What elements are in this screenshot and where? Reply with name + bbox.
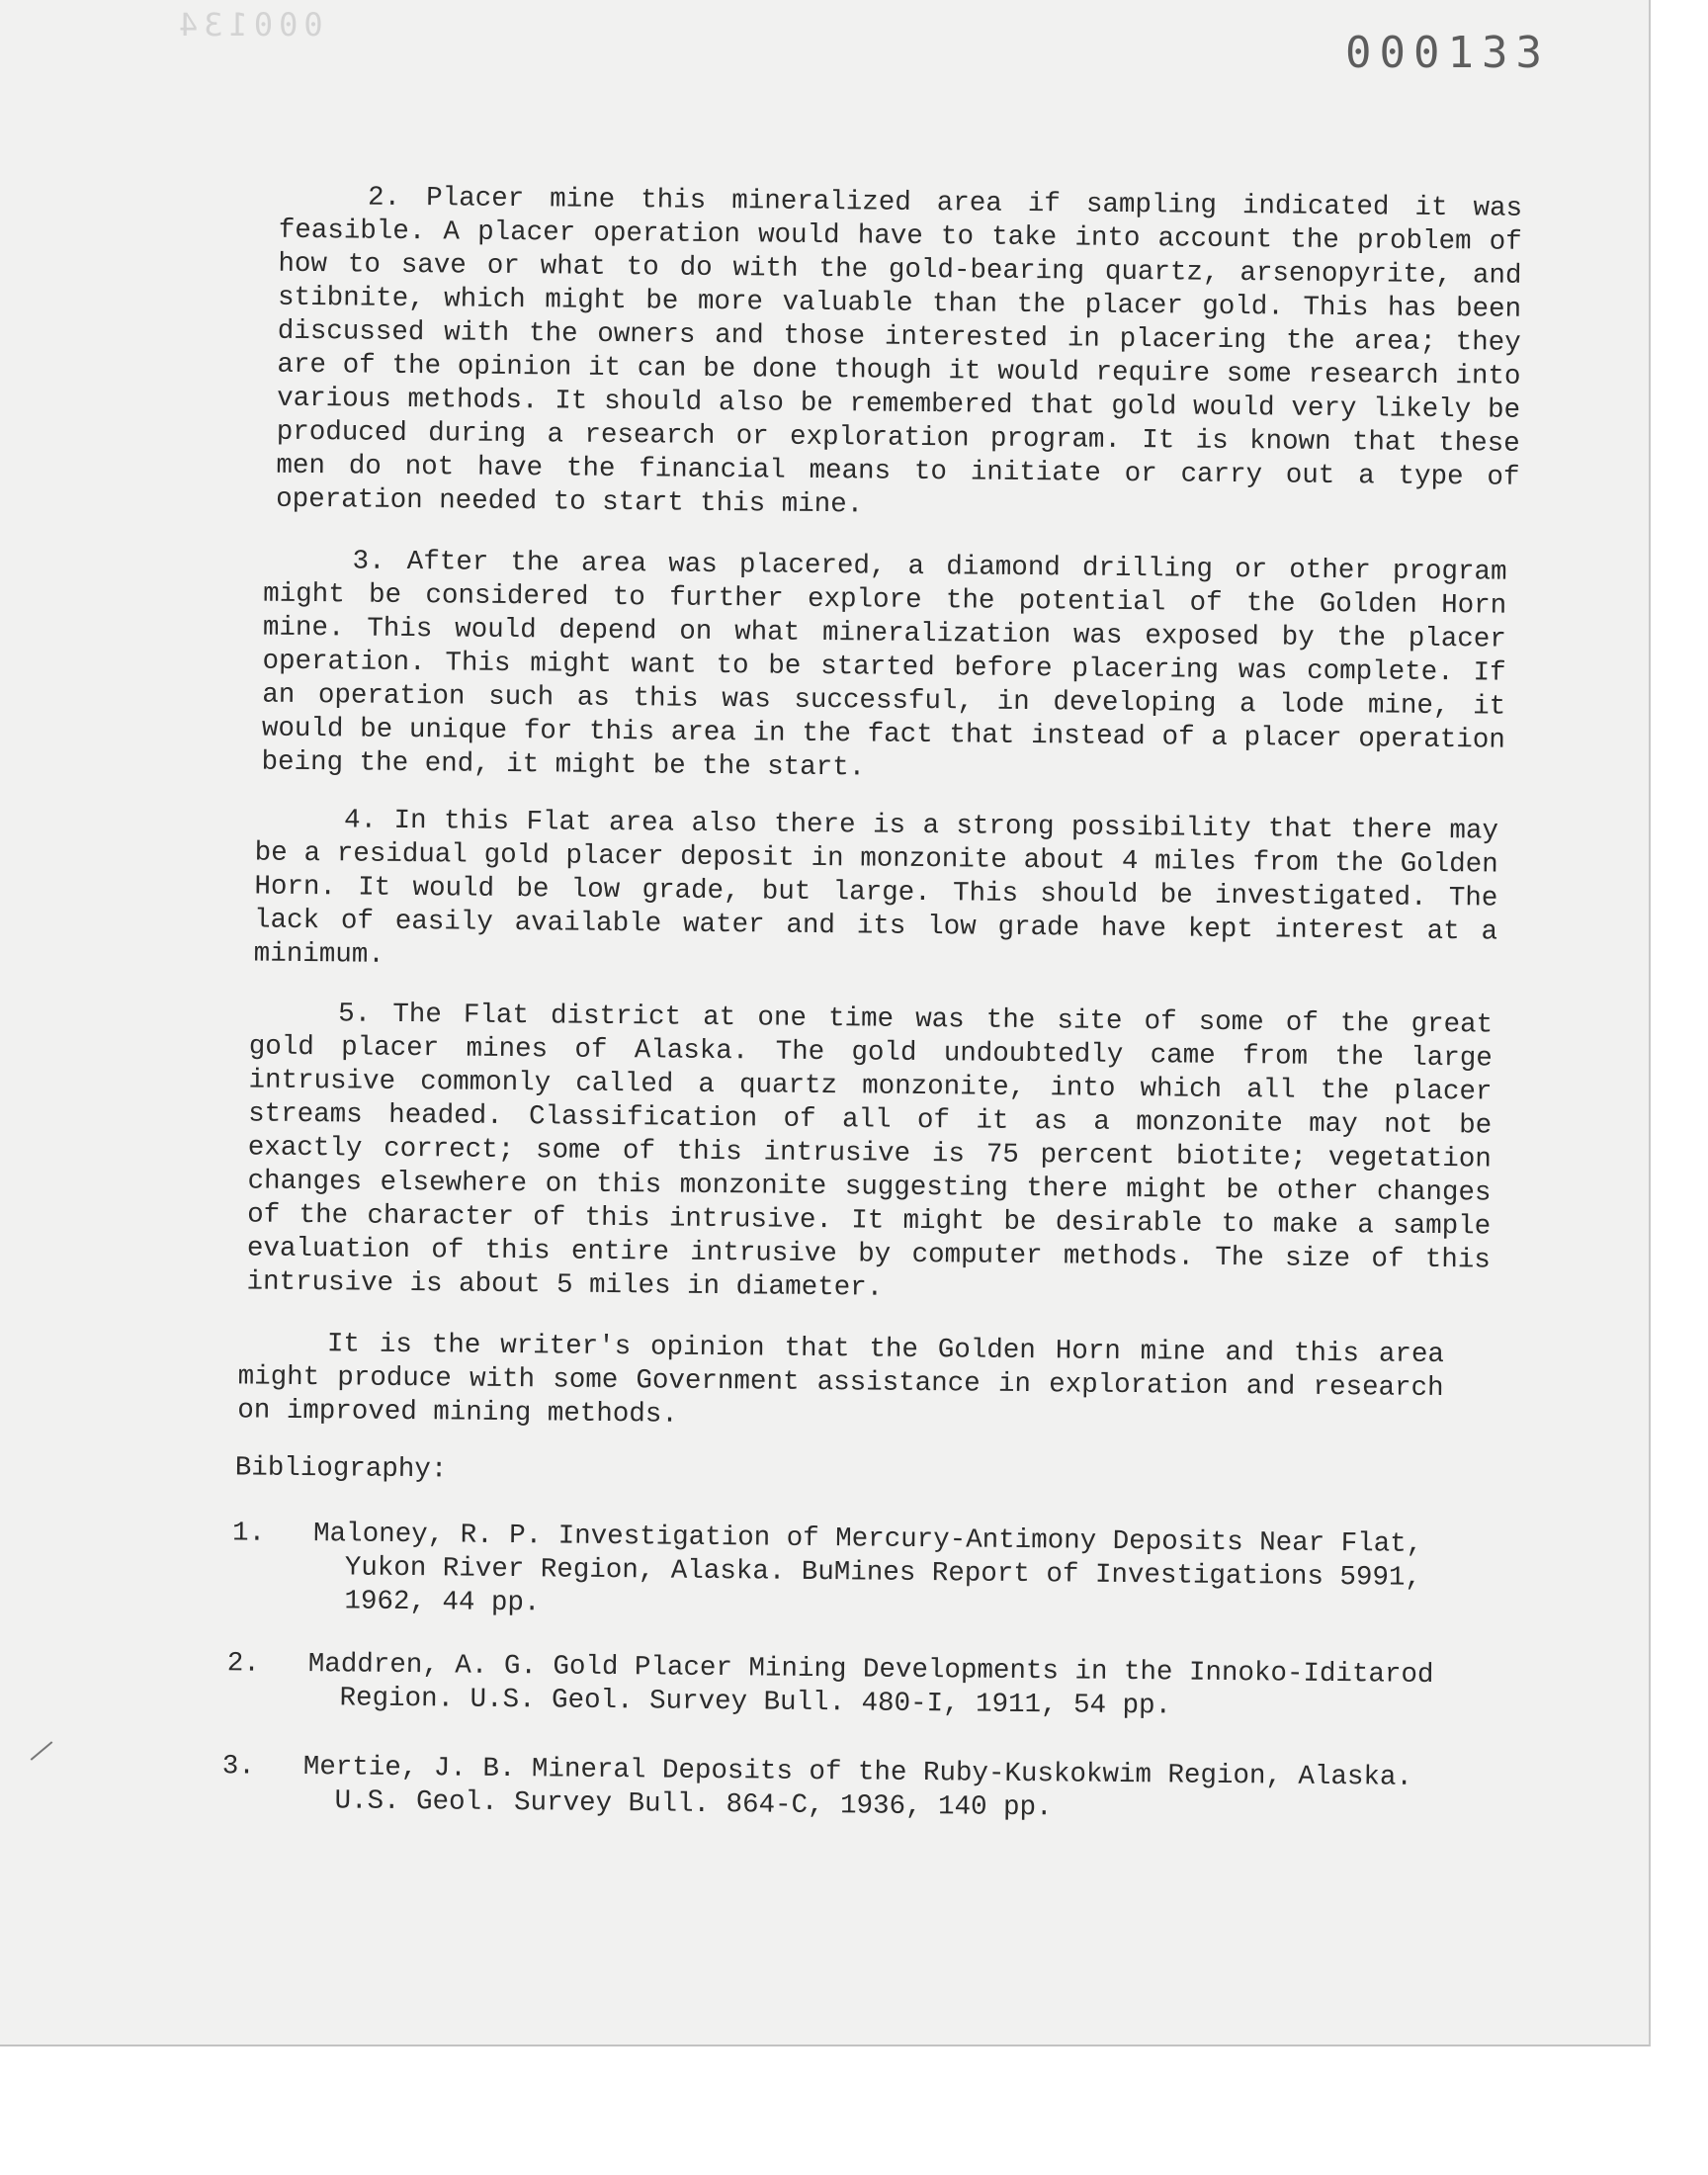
page-number-stamp: 000133 xyxy=(1345,28,1550,78)
bibliography-item xyxy=(221,1750,1458,1841)
bibliography-continuation: Region. U.S. Geol. Survey Bull. 480-I, 1911, 54 pp. xyxy=(339,1683,1172,1722)
bibliography-number: 2. xyxy=(226,1648,261,1680)
conclusion-paragraph xyxy=(237,1327,1444,1439)
bibliography-first-line: Maloney, R. P. Investigation of Mercury-Antimony Deposits Near Flat, xyxy=(312,1519,1423,1560)
paragraph-2 xyxy=(276,181,1522,529)
paragraph-4 xyxy=(254,804,1499,984)
paragraph-text: In this Flat area also there is a strong possibility that there may be a residual gold placer deposit in monzonite about 4 miles from the Golden Horn. It would be low grade, but large. This should be investigated. The lack of easily available water and its low grade have kept interest at a minimum. xyxy=(253,805,1499,971)
paragraph-text: Placer mine this mineralized area if sampling indicated it was feasible. A placer operation would have to take into account the problem of how to save or what to do with the gold-bearing quartz, arsenopyrite, and stibnite, which might be more valuable than the placer gold. This has been discussed with the owners and those interested in placering the area; they are of the opinion it can be done though it would require some research into various methods. It should also be remembered that gold would very likely be produced during a research or exploration program. It is known that these men do not have the financial means to initiate or carry out a type of operation needed to start this mine. xyxy=(276,183,1523,521)
bibliography-number: 3. xyxy=(221,1751,256,1783)
paragraph-text: After the area was placered, a diamond drilling or other program might be considered to further explore the potential of the Golden Horn mine. This would depend on what mineralization was exposed by the placer operation. This might want to be started before placering was complete. If an operation such as this was successful, in developing a lode mine, it would be unique for this area in the fact that instead of a placer operation being the end, it might be the start. xyxy=(261,546,1507,784)
paragraph-text: The Flat district at one time was the site of some of the great gold placer mines of Alaska. The gold undoubtedly came from the large intrusive commonly called a quartz monzonite, into which all the placer streams headed. Classification of all of it as a monzonite may not be exactly correct; some of this intrusive is 75 percent biotite; vegetation changes elsewhere on this monzonite suggesting there might be other changes of the character of this intrusive. It might be desirable to make a sample evaluation of this entire intrusive by computer methods. The size of this intrusive is about 5 miles in diameter. xyxy=(246,999,1494,1304)
bibliography-item xyxy=(226,1647,1463,1738)
bibliography-continuation: U.S. Geol. Survey Bull. 864-C, 1936, 140 pp. xyxy=(334,1785,1053,1824)
bibliography-continuation: Yukon River Region, Alaska. BuMines Report of Investigations 5991, 1962, 44 pp. xyxy=(344,1552,1422,1619)
conclusion-text: It is the writer's opinion that the Golden Horn mine and this area might produce with some Government assistance in exploration and research on improved mining methods. xyxy=(237,1329,1445,1431)
paragraph-5 xyxy=(246,997,1493,1311)
bleed-through-stamp: 000134 xyxy=(173,6,323,44)
paragraph-number: 2. xyxy=(367,182,401,214)
bibliography-item xyxy=(231,1517,1468,1637)
paragraph-number: 5. xyxy=(338,999,372,1030)
bibliography-first-line: Mertie, J. B. Mineral Deposits of the Ruby-Kuskokwim Region, Alaska. xyxy=(302,1752,1413,1793)
bibliography-first-line: Maddren, A. G. Gold Placer Mining Developments in the Innoko-Iditarod xyxy=(307,1649,1434,1692)
paragraph-number: 4. xyxy=(343,805,378,836)
paragraph-3 xyxy=(261,545,1506,792)
paragraph-number: 3. xyxy=(352,546,385,577)
bibliography-number: 1. xyxy=(231,1518,266,1549)
bibliography-heading: Bibliography: xyxy=(234,1452,448,1486)
